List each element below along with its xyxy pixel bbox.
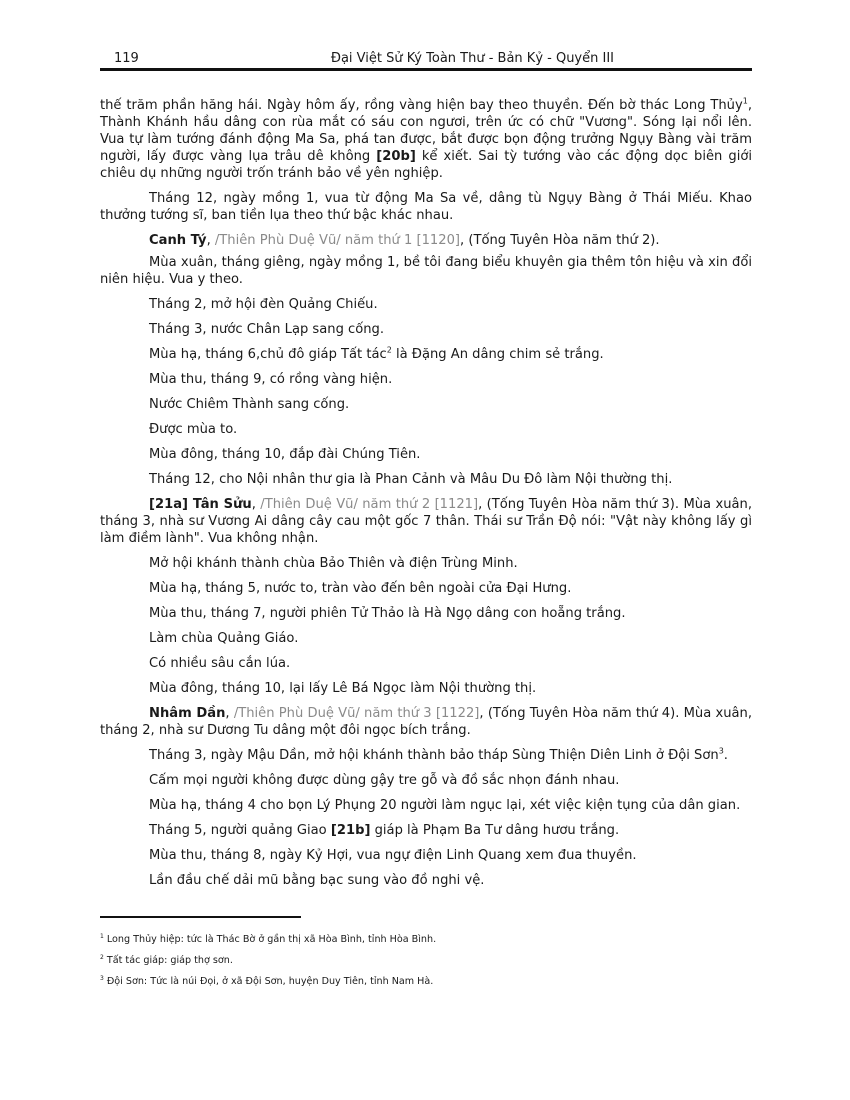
- page-header: [100, 49, 752, 69]
- paragraph: Tháng 12, ngày mồng 1, vua từ động Ma Sa về, dâng tù Ngụy Bàng ở Thái Miếu. Khao thưởng tướng sĩ, ban tiền lụa theo thứ bậc khác nhau.: [100, 191, 752, 223]
- body-text: [100, 97, 752, 897]
- paragraph: Mùa thu, tháng 8, ngày Kỷ Hợi, vua ngự điện Linh Quang xem đua thuyền.: [149, 848, 637, 863]
- folio-marker: [20b]: [376, 149, 416, 164]
- footnote-number: 3: [100, 974, 104, 982]
- paragraph: Tháng 2, mở hội đèn Quảng Chiếu.: [149, 297, 378, 312]
- paragraph: Tháng 3, ngày Mậu Dần, mở hội khánh thành bảo tháp Sùng Thiện Diên Linh ở Đội Sơn$^3$.: [149, 746, 728, 763]
- paragraph: Tháng 3, nước Chân Lạp sang cống.: [149, 322, 385, 337]
- paragraph: thế trăm phần hăng hái. Ngày hôm ấy, rồng vàng hiện bay theo thuyền. Đến bờ thác Long Thủy$^1$, Thành Khánh hầu dâng con rùa mắt có sáu con ngươi, trên ức có chữ "Vương". Sóng lại nổi lên. Vua tự làm tướng đánh động Ma Sa, phá tan được, bắt được bọn động trưởng Ngụy Bàng vài trăm người, lấy được vàng lụa trâu dê không [20b] kể xiết. Sai tỳ tướng vào các động dọc biên giới chiêu dụ những người trốn tránh bảo về yên nghiệp.: [100, 96, 752, 181]
- running-title: Đại Việt Sử Ký Toàn Thư - Bản Kỷ - Quyển III: [330, 51, 614, 66]
- era-name: /Thiên Phù Duệ Vũ/ năm thứ 1 [1120]: [214, 233, 461, 248]
- year-name: Canh Tý: [149, 233, 207, 248]
- footnote-ref[interactable]: 2: [386, 345, 392, 355]
- paragraph: Mùa đông, tháng 10, lại lấy Lê Bá Ngọc làm Nội thường thị.: [149, 681, 537, 696]
- paragraph: Nước Chiêm Thành sang cống.: [149, 397, 350, 412]
- footnote: $^1$ Long Thủy hiệp: tức là Thác Bờ ở gần thị xã Hòa Bình, tỉnh Hòa Bình.: [100, 932, 437, 945]
- footnote-ref[interactable]: 1: [742, 96, 748, 106]
- paragraph: Mở hội khánh thành chùa Bảo Thiên và điện Trùng Minh.: [149, 556, 518, 571]
- footnote-number: 1: [100, 932, 104, 940]
- footnote-rule: [100, 916, 301, 918]
- paragraph: Mùa đông, tháng 10, đắp đài Chúng Tiên.: [149, 447, 421, 462]
- footnotes: [100, 934, 752, 997]
- folio-marker: [21b]: [330, 823, 371, 838]
- era-name: /Thiên Duệ Vũ/ năm thứ 2 [1121]: [260, 497, 479, 512]
- paragraph: Mùa hạ, tháng 4 cho bọn Lý Phụng 20 người làm ngục lại, xét việc kiện tụng của dân gian.: [149, 798, 741, 813]
- paragraph: Cấm mọi người không được dùng gậy tre gỗ và đồ sắc nhọn đánh nhau.: [149, 773, 620, 788]
- header-rule: [100, 68, 752, 71]
- paragraph: Tháng 5, người quảng Giao [21b] giáp là Phạm Ba Tư dâng hươu trắng.: [149, 823, 620, 838]
- paragraph: Làm chùa Quảng Giáo.: [149, 631, 299, 646]
- footnote: $^2$ Tất tác giáp: giáp thợ sơn.: [100, 953, 233, 966]
- paragraph: Mùa xuân, tháng giêng, ngày mồng 1, bề tôi đang biểu khuyên gia thêm tôn hiệu và xin đổi niên hiệu. Vua y theo.: [100, 255, 752, 287]
- paragraph: Có nhiều sâu cắn lúa.: [149, 656, 291, 671]
- page-number: 119: [114, 51, 139, 66]
- era-name: /Thiên Phù Duệ Vũ/ năm thứ 3 [1122]: [233, 706, 480, 721]
- footnote: $^3$ Đội Sơn: Tức là núi Đọi, ở xã Đội Sơn, huyện Duy Tiên, tỉnh Nam Hà.: [100, 974, 434, 987]
- paragraph: Mùa thu, tháng 9, có rồng vàng hiện.: [149, 372, 393, 387]
- paragraph: Tháng 12, cho Nội nhân thư gia là Phan Cảnh và Mâu Du Đô làm Nội thường thị.: [149, 472, 673, 487]
- paragraph: Mùa thu, tháng 7, người phiên Tử Thảo là Hà Ngọ dâng con hoẵng trắng.: [149, 606, 626, 621]
- paragraph: Được mùa to.: [149, 422, 238, 437]
- footnote-ref[interactable]: 3: [718, 746, 724, 756]
- year-heading: Canh Tý, /Thiên Phù Duệ Vũ/ năm thứ 1 [1120], (Tống Tuyên Hòa năm thứ 2).: [149, 233, 660, 248]
- year-heading: Nhâm Dần, /Thiên Phù Duệ Vũ/ năm thứ 3 [1122], (Tống Tuyên Hòa năm thứ 4). Mùa xuân, tháng 2, nhà sư Dương Tu dâng một đôi ngọc bích trắng.: [100, 706, 752, 738]
- paragraph: Mùa hạ, tháng 6,chủ đô giáp Tất tác$^2$ là Đặng An dâng chim sẻ trắng.: [149, 345, 604, 362]
- paragraph: Mùa hạ, tháng 5, nước to, tràn vào đến bên ngoài cửa Đại Hưng.: [149, 581, 572, 596]
- footnote-number: 2: [100, 953, 104, 961]
- paragraph: Lần đầu chế dải mũ bằng bạc sung vào đồ nghi vệ.: [149, 873, 485, 888]
- year-heading: [21a] Tân Sửu, /Thiên Duệ Vũ/ năm thứ 2 [1121], (Tống Tuyên Hòa năm thứ 3). Mùa xuân, tháng 3, nhà sư Vương Ai dâng cây cau một gốc 7 thân. Thái sư Trần Độ nói: "Vật này không lấy gì làm điềm lành". Vua không nhận.: [100, 497, 752, 546]
- year-name: [21a] Tân Sửu: [149, 497, 252, 512]
- year-name: Nhâm Dần: [149, 706, 226, 721]
